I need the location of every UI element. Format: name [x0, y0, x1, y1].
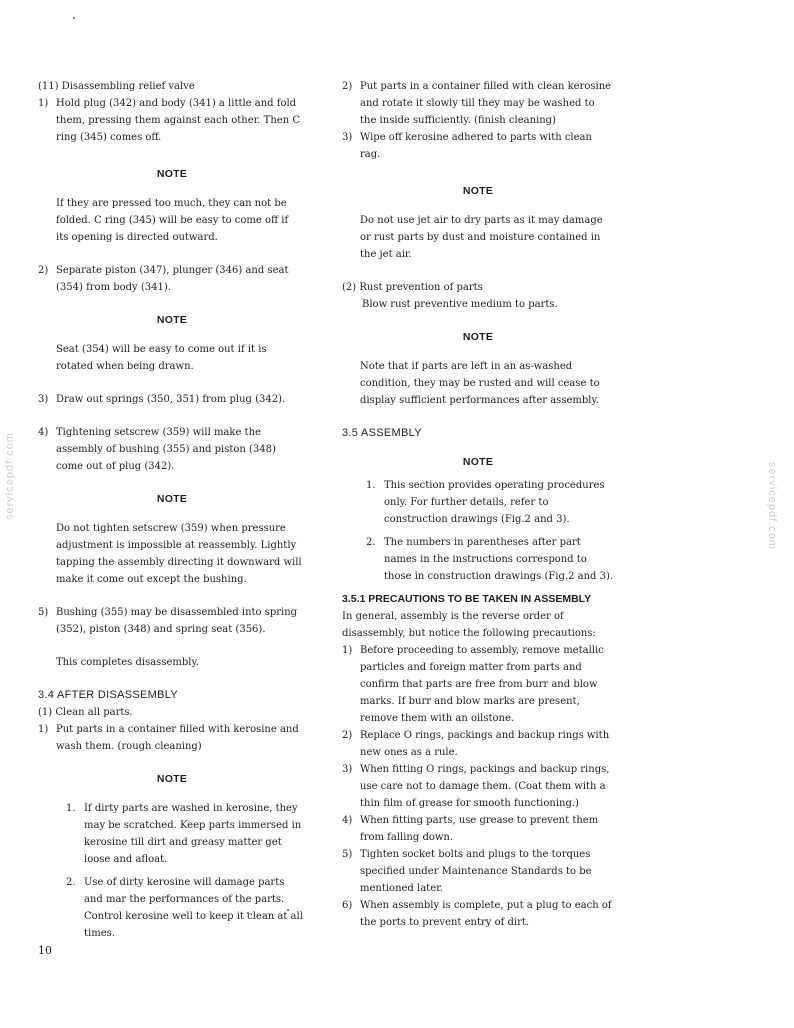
- list-number: 2.: [66, 877, 76, 888]
- note-list: [342, 477, 614, 585]
- list-item: [66, 874, 306, 942]
- note-heading: NOTE: [156, 493, 188, 505]
- right-column: [342, 78, 614, 931]
- step-text: Hold plug (342) and body (341) a little and fold them, pressing them against each other. Then C ring (345) comes off.: [56, 98, 300, 143]
- page-number: 10: [38, 944, 52, 957]
- list-number: 3): [342, 764, 353, 775]
- list-text: When fitting parts, use grease to prevent them from falling down.: [360, 815, 599, 843]
- step-number: 5): [38, 607, 49, 618]
- list-item: [366, 477, 614, 528]
- precaution-item: [342, 897, 614, 931]
- section-heading-relief-valve: (11) Disassembling relief valve: [38, 81, 195, 92]
- step-number: 4): [38, 427, 49, 438]
- step-number: 3): [342, 132, 353, 143]
- precaution-item: [342, 812, 614, 846]
- section-heading-assembly: 3.5 ASSEMBLY: [342, 427, 422, 439]
- list-text: Tighten socket bolts and plugs to the torques specified under Maintenance Standards to be mentioned later.: [360, 849, 592, 894]
- list-number: 6): [342, 900, 353, 911]
- step-number: 3): [38, 394, 49, 405]
- note-heading: NOTE: [156, 168, 188, 180]
- step-2-finish-cleaning: [342, 78, 614, 129]
- note-list: [38, 800, 306, 942]
- list-text: Replace O rings, packings and backup rings with new ones as a rule.: [360, 730, 610, 758]
- step-number: 1): [38, 98, 49, 109]
- precaution-item: [342, 761, 614, 812]
- note-text: Do not use jet air to dry parts as it may damage or rust parts by dust and moisture contained in the jet air.: [360, 215, 603, 260]
- note-heading: NOTE: [462, 331, 494, 343]
- note-text: Seat (354) will be easy to come out if it is rotated when being drawn.: [56, 344, 267, 372]
- section-heading-after-disassembly: 3.4 AFTER DISASSEMBLY: [38, 689, 178, 701]
- list-text: Before proceeding to assembly, remove metallic particles and foreign matter from parts and confirm that parts are free from burr and blow marks. If burr and blow marks are present, remove them with an oilstone.: [360, 645, 604, 724]
- completion-text: This completes disassembly.: [56, 657, 199, 668]
- precaution-item: [342, 727, 614, 761]
- list-text: The numbers in parentheses after part names in the instructions correspond to those in construction drawings (Fig.2 and 3).: [384, 537, 614, 582]
- precautions-intro: In general, assembly is the reverse order of disassembly, but notice the following precautions:: [342, 611, 596, 639]
- list-number: 1.: [366, 480, 376, 491]
- step-number: 2): [342, 81, 353, 92]
- note-text: If they are pressed too much, they can not be folded. C ring (345) will be easy to come off if its opening is directed outward.: [56, 198, 289, 243]
- list-text: When assembly is complete, put a plug to each of the ports to prevent entry of dirt.: [360, 900, 612, 928]
- subsection-heading-precautions: 3.5.1 PRECAUTIONS TO BE TAKEN IN ASSEMBLY: [342, 593, 592, 605]
- step-1-cleaning: [38, 721, 306, 755]
- step-3: [38, 391, 306, 408]
- list-item-clean-parts: (1) Clean all parts.: [38, 707, 133, 718]
- list-text: Use of dirty kerosine will damage parts and mar the performances of the parts. Control kerosine well to keep it clean at all times.: [84, 877, 303, 939]
- list-number: 1.: [66, 803, 76, 814]
- scan-speck: [73, 17, 75, 19]
- step-4: [38, 424, 306, 475]
- list-text: When fitting O rings, packings and backup rings, use care not to damage them. (Coat them with a thin film of grease for smooth functioning.): [360, 764, 610, 809]
- list-number: 5): [342, 849, 353, 860]
- list-number: 2): [342, 730, 353, 741]
- step-text: Draw out springs (350, 351) from plug (342).: [56, 394, 286, 405]
- left-column: [38, 78, 306, 948]
- rust-prevention-text: Blow rust preventive medium to parts.: [362, 299, 558, 310]
- step-3-wipe: [342, 129, 614, 163]
- step-number: 1): [38, 724, 49, 735]
- step-text: Put parts in a container filled with clean kerosine and rotate it slowly till they may be washed to the inside sufficiently. (finish cleaning): [360, 81, 612, 126]
- list-text: This section provides operating procedures only. For further details, refer to construction drawings (Fig.2 and 3).: [384, 480, 605, 525]
- list-text: If dirty parts are washed in kerosine, they may be scratched. Keep parts immersed in kerosine till dirt and greasy matter get loose and afloat.: [84, 803, 302, 865]
- precaution-item: [342, 642, 614, 727]
- step-2: [38, 262, 306, 296]
- note-heading: NOTE: [462, 456, 494, 468]
- note-heading: NOTE: [156, 773, 188, 785]
- step-text: Separate piston (347), plunger (346) and seat (354) from body (341).: [56, 265, 289, 293]
- list-item-rust-prevention: (2) Rust prevention of parts: [342, 282, 483, 293]
- list-item: [66, 800, 306, 868]
- note-heading: NOTE: [462, 185, 494, 197]
- list-number: 2.: [366, 537, 376, 548]
- step-text: Bushing (355) may be disassembled into spring (352), piston (348) and spring seat (356).: [56, 607, 298, 635]
- watermark-right: servicepdf.com: [766, 462, 778, 550]
- list-number: 1): [342, 645, 353, 656]
- list-item: [366, 534, 614, 585]
- note-text: Note that if parts are left in an as-washed condition, they may be rusted and will cease to display sufficient performances after assembly.: [360, 361, 600, 406]
- step-text: Put parts in a container filled with kerosine and wash them. (rough cleaning): [56, 724, 299, 752]
- step-1: [38, 95, 306, 146]
- list-number: 4): [342, 815, 353, 826]
- step-text: Wipe off kerosine adhered to parts with clean rag.: [360, 132, 592, 160]
- note-heading: NOTE: [156, 314, 188, 326]
- watermark-left: servicepdf.com: [4, 432, 16, 520]
- step-5: [38, 604, 306, 638]
- step-text: Tightening setscrew (359) will make the assembly of bushing (355) and piston (348) come out of plug (342).: [56, 427, 276, 472]
- step-number: 2): [38, 265, 49, 276]
- precaution-item: [342, 846, 614, 897]
- note-text: Do not tighten setscrew (359) when pressure adjustment is impossible at reassembly. Lightly tapping the assembly directing it downward will make it come out except the bushing.: [56, 523, 302, 585]
